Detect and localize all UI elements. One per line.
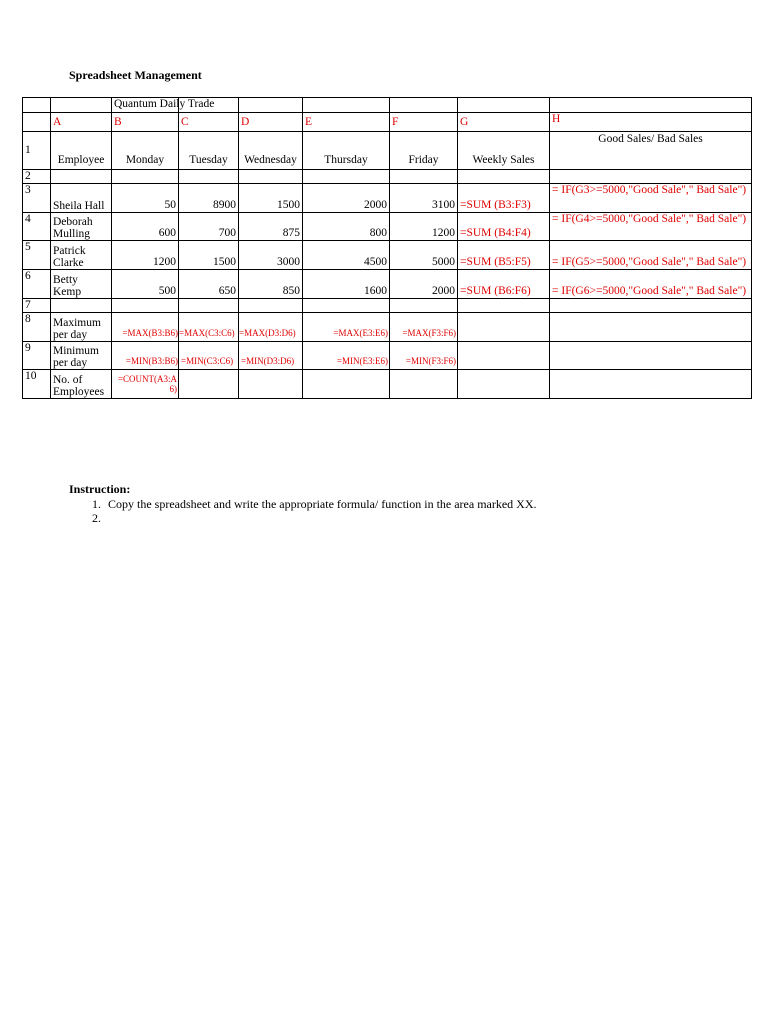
- column-letter-h[interactable]: H: [550, 113, 752, 132]
- value-cell[interactable]: 850: [239, 270, 303, 299]
- cell[interactable]: [458, 299, 550, 313]
- cell[interactable]: [51, 299, 112, 313]
- row-label[interactable]: [51, 342, 112, 370]
- instructions-list: [69, 497, 537, 525]
- employee-name-line: Betty: [53, 274, 78, 286]
- cell[interactable]: [239, 370, 303, 399]
- value-cell[interactable]: 1600: [303, 270, 390, 299]
- table-row: [23, 184, 752, 213]
- row-label-line: Maximum: [53, 317, 101, 329]
- employee-name[interactable]: [51, 184, 112, 213]
- row-number[interactable]: 10: [23, 370, 51, 399]
- table-row: [23, 170, 752, 184]
- sum-formula[interactable]: =SUM (B3:F3): [458, 184, 550, 213]
- header-thursday[interactable]: Thursday: [303, 132, 390, 170]
- value-cell[interactable]: 600: [112, 213, 179, 241]
- value-cell[interactable]: 1500: [239, 184, 303, 213]
- column-letter-b[interactable]: B: [112, 113, 179, 132]
- header-friday[interactable]: Friday: [390, 132, 458, 170]
- value-cell[interactable]: 8900: [179, 184, 239, 213]
- value-cell[interactable]: 3000: [239, 241, 303, 270]
- header-row: [23, 132, 752, 170]
- cell[interactable]: [390, 370, 458, 399]
- value-cell[interactable]: 3100: [390, 184, 458, 213]
- value-cell[interactable]: 1200: [112, 241, 179, 270]
- page-title: Spreadsheet Management: [69, 68, 202, 82]
- value-cell[interactable]: 2000: [390, 270, 458, 299]
- cell[interactable]: [458, 98, 550, 113]
- cell[interactable]: [390, 170, 458, 184]
- value-cell[interactable]: 500: [112, 270, 179, 299]
- table-row: [23, 299, 752, 313]
- cell[interactable]: [112, 299, 179, 313]
- table-row: [23, 213, 752, 241]
- max-formula[interactable]: =MAX(E3:E6): [303, 313, 390, 342]
- value-cell[interactable]: 2000: [303, 184, 390, 213]
- column-letter-g[interactable]: G: [458, 113, 550, 132]
- sum-formula[interactable]: =SUM (B5:F5): [458, 241, 550, 270]
- row-number[interactable]: 8: [23, 313, 51, 342]
- row-label-line: per day: [53, 357, 88, 369]
- employee-name-line: Sheila Hall: [53, 200, 105, 212]
- cell[interactable]: [390, 98, 458, 113]
- row-number[interactable]: 7: [23, 299, 51, 313]
- cell[interactable]: [550, 299, 752, 313]
- row-label-line: Employees: [53, 386, 105, 398]
- column-letter-row: [23, 113, 752, 132]
- cell[interactable]: [458, 170, 550, 184]
- instruction-item: 1. Copy the spreadsheet and write the appropriate formula/ function in the area marked XX.: [104, 497, 537, 511]
- table-row: [23, 313, 752, 342]
- sheet-caption[interactable]: Quantum Daily Trade: [112, 98, 179, 113]
- instructions-title: Instruction:: [69, 482, 131, 496]
- min-formula[interactable]: =MIN(D3:D6): [239, 342, 303, 370]
- table-row: [23, 241, 752, 270]
- cell[interactable]: [550, 370, 752, 399]
- row-label-line: Minimum: [53, 345, 100, 357]
- row-number[interactable]: 5: [23, 241, 51, 270]
- employee-name[interactable]: [51, 241, 112, 270]
- value-cell[interactable]: 50: [112, 184, 179, 213]
- employee-name[interactable]: [51, 270, 112, 299]
- employee-name-line: Deborah: [53, 216, 93, 228]
- header-monday[interactable]: Monday: [112, 132, 179, 170]
- table-row: [23, 270, 752, 299]
- sum-formula[interactable]: =SUM (B6:F6): [458, 270, 550, 299]
- instruction-item: [104, 511, 537, 525]
- cell[interactable]: [239, 170, 303, 184]
- max-formula[interactable]: =MAX(C3:C6): [179, 313, 239, 342]
- min-formula[interactable]: =MIN(F3:F6): [390, 342, 458, 370]
- row-number[interactable]: 9: [23, 342, 51, 370]
- max-formula[interactable]: =MAX(D3:D6): [239, 313, 303, 342]
- row-label-line: No. of: [53, 374, 83, 386]
- header-employee[interactable]: Employee: [51, 132, 112, 170]
- value-cell[interactable]: 1500: [179, 241, 239, 270]
- row-number[interactable]: 1: [23, 132, 51, 170]
- count-formula[interactable]: =COUNT(A3:A6): [112, 370, 179, 399]
- max-formula[interactable]: =MAX(F3:F6): [390, 313, 458, 342]
- min-formula[interactable]: =MIN(C3:C6): [179, 342, 239, 370]
- row-label[interactable]: [51, 370, 112, 399]
- value-cell[interactable]: 5000: [390, 241, 458, 270]
- cell[interactable]: [179, 299, 239, 313]
- row-number[interactable]: 3: [23, 184, 51, 213]
- cell[interactable]: [550, 313, 752, 342]
- value-cell[interactable]: 800: [303, 213, 390, 241]
- caption-row: [23, 98, 752, 113]
- cell[interactable]: [458, 313, 550, 342]
- table-row: [23, 342, 752, 370]
- cell[interactable]: [239, 299, 303, 313]
- cell[interactable]: [51, 170, 112, 184]
- min-formula[interactable]: =MIN(B3:B6): [112, 342, 179, 370]
- cell[interactable]: [550, 342, 752, 370]
- sum-formula[interactable]: =SUM (B4:F4): [458, 213, 550, 241]
- employee-name-line: Kemp: [53, 286, 82, 298]
- cell[interactable]: [458, 342, 550, 370]
- cell[interactable]: [112, 170, 179, 184]
- cell[interactable]: [239, 98, 303, 113]
- if-formula[interactable]: = IF(G5>=5000,"Good Sale"," Bad Sale"): [550, 241, 752, 270]
- header-tuesday[interactable]: Tuesday: [179, 132, 239, 170]
- column-letter-c[interactable]: C: [179, 113, 239, 132]
- value-cell[interactable]: 4500: [303, 241, 390, 270]
- if-formula[interactable]: = IF(G4>=5000,"Good Sale"," Bad Sale"): [550, 213, 752, 241]
- if-formula[interactable]: = IF(G3>=5000,"Good Sale"," Bad Sale"): [550, 184, 752, 213]
- row-label-line: per day: [53, 329, 88, 341]
- min-formula[interactable]: =MIN(E3:E6): [303, 342, 390, 370]
- corner-cell[interactable]: [23, 98, 51, 113]
- cell[interactable]: [390, 299, 458, 313]
- cell[interactable]: [303, 370, 390, 399]
- row-number[interactable]: 6: [23, 270, 51, 299]
- employee-name-line: Mulling: [53, 228, 91, 240]
- row-number[interactable]: 2: [23, 170, 51, 184]
- row-label[interactable]: [51, 313, 112, 342]
- value-cell[interactable]: 700: [179, 213, 239, 241]
- employee-name-line: Clarke: [53, 257, 84, 269]
- value-cell[interactable]: 650: [179, 270, 239, 299]
- cell[interactable]: [550, 170, 752, 184]
- column-letter-a[interactable]: A: [51, 113, 112, 132]
- cell[interactable]: [51, 98, 112, 113]
- cell[interactable]: [303, 98, 390, 113]
- column-letter-e[interactable]: E: [303, 113, 390, 132]
- header-wednesday[interactable]: Wednesday: [239, 132, 303, 170]
- cell[interactable]: [179, 170, 239, 184]
- row-number[interactable]: 4: [23, 213, 51, 241]
- header-weekly-sales[interactable]: Weekly Sales: [458, 132, 550, 170]
- column-letter-f[interactable]: F: [390, 113, 458, 132]
- column-letter-d[interactable]: D: [239, 113, 303, 132]
- header-good-bad-sales[interactable]: Good Sales/ Bad Sales: [550, 132, 752, 170]
- employee-name-line: Patrick: [53, 245, 86, 257]
- cell[interactable]: [550, 98, 752, 113]
- if-formula[interactable]: = IF(G6>=5000,"Good Sale"," Bad Sale"): [550, 270, 752, 299]
- cell[interactable]: [303, 299, 390, 313]
- max-formula[interactable]: =MAX(B3:B6): [112, 313, 179, 342]
- employee-name[interactable]: [51, 213, 112, 241]
- spreadsheet-table: [22, 97, 752, 399]
- value-cell[interactable]: 875: [239, 213, 303, 241]
- value-cell[interactable]: 1200: [390, 213, 458, 241]
- table-row: [23, 370, 752, 399]
- cell[interactable]: [23, 113, 51, 132]
- instructions: [69, 482, 537, 525]
- cell[interactable]: [303, 170, 390, 184]
- cell[interactable]: [179, 370, 239, 399]
- cell[interactable]: [458, 370, 550, 399]
